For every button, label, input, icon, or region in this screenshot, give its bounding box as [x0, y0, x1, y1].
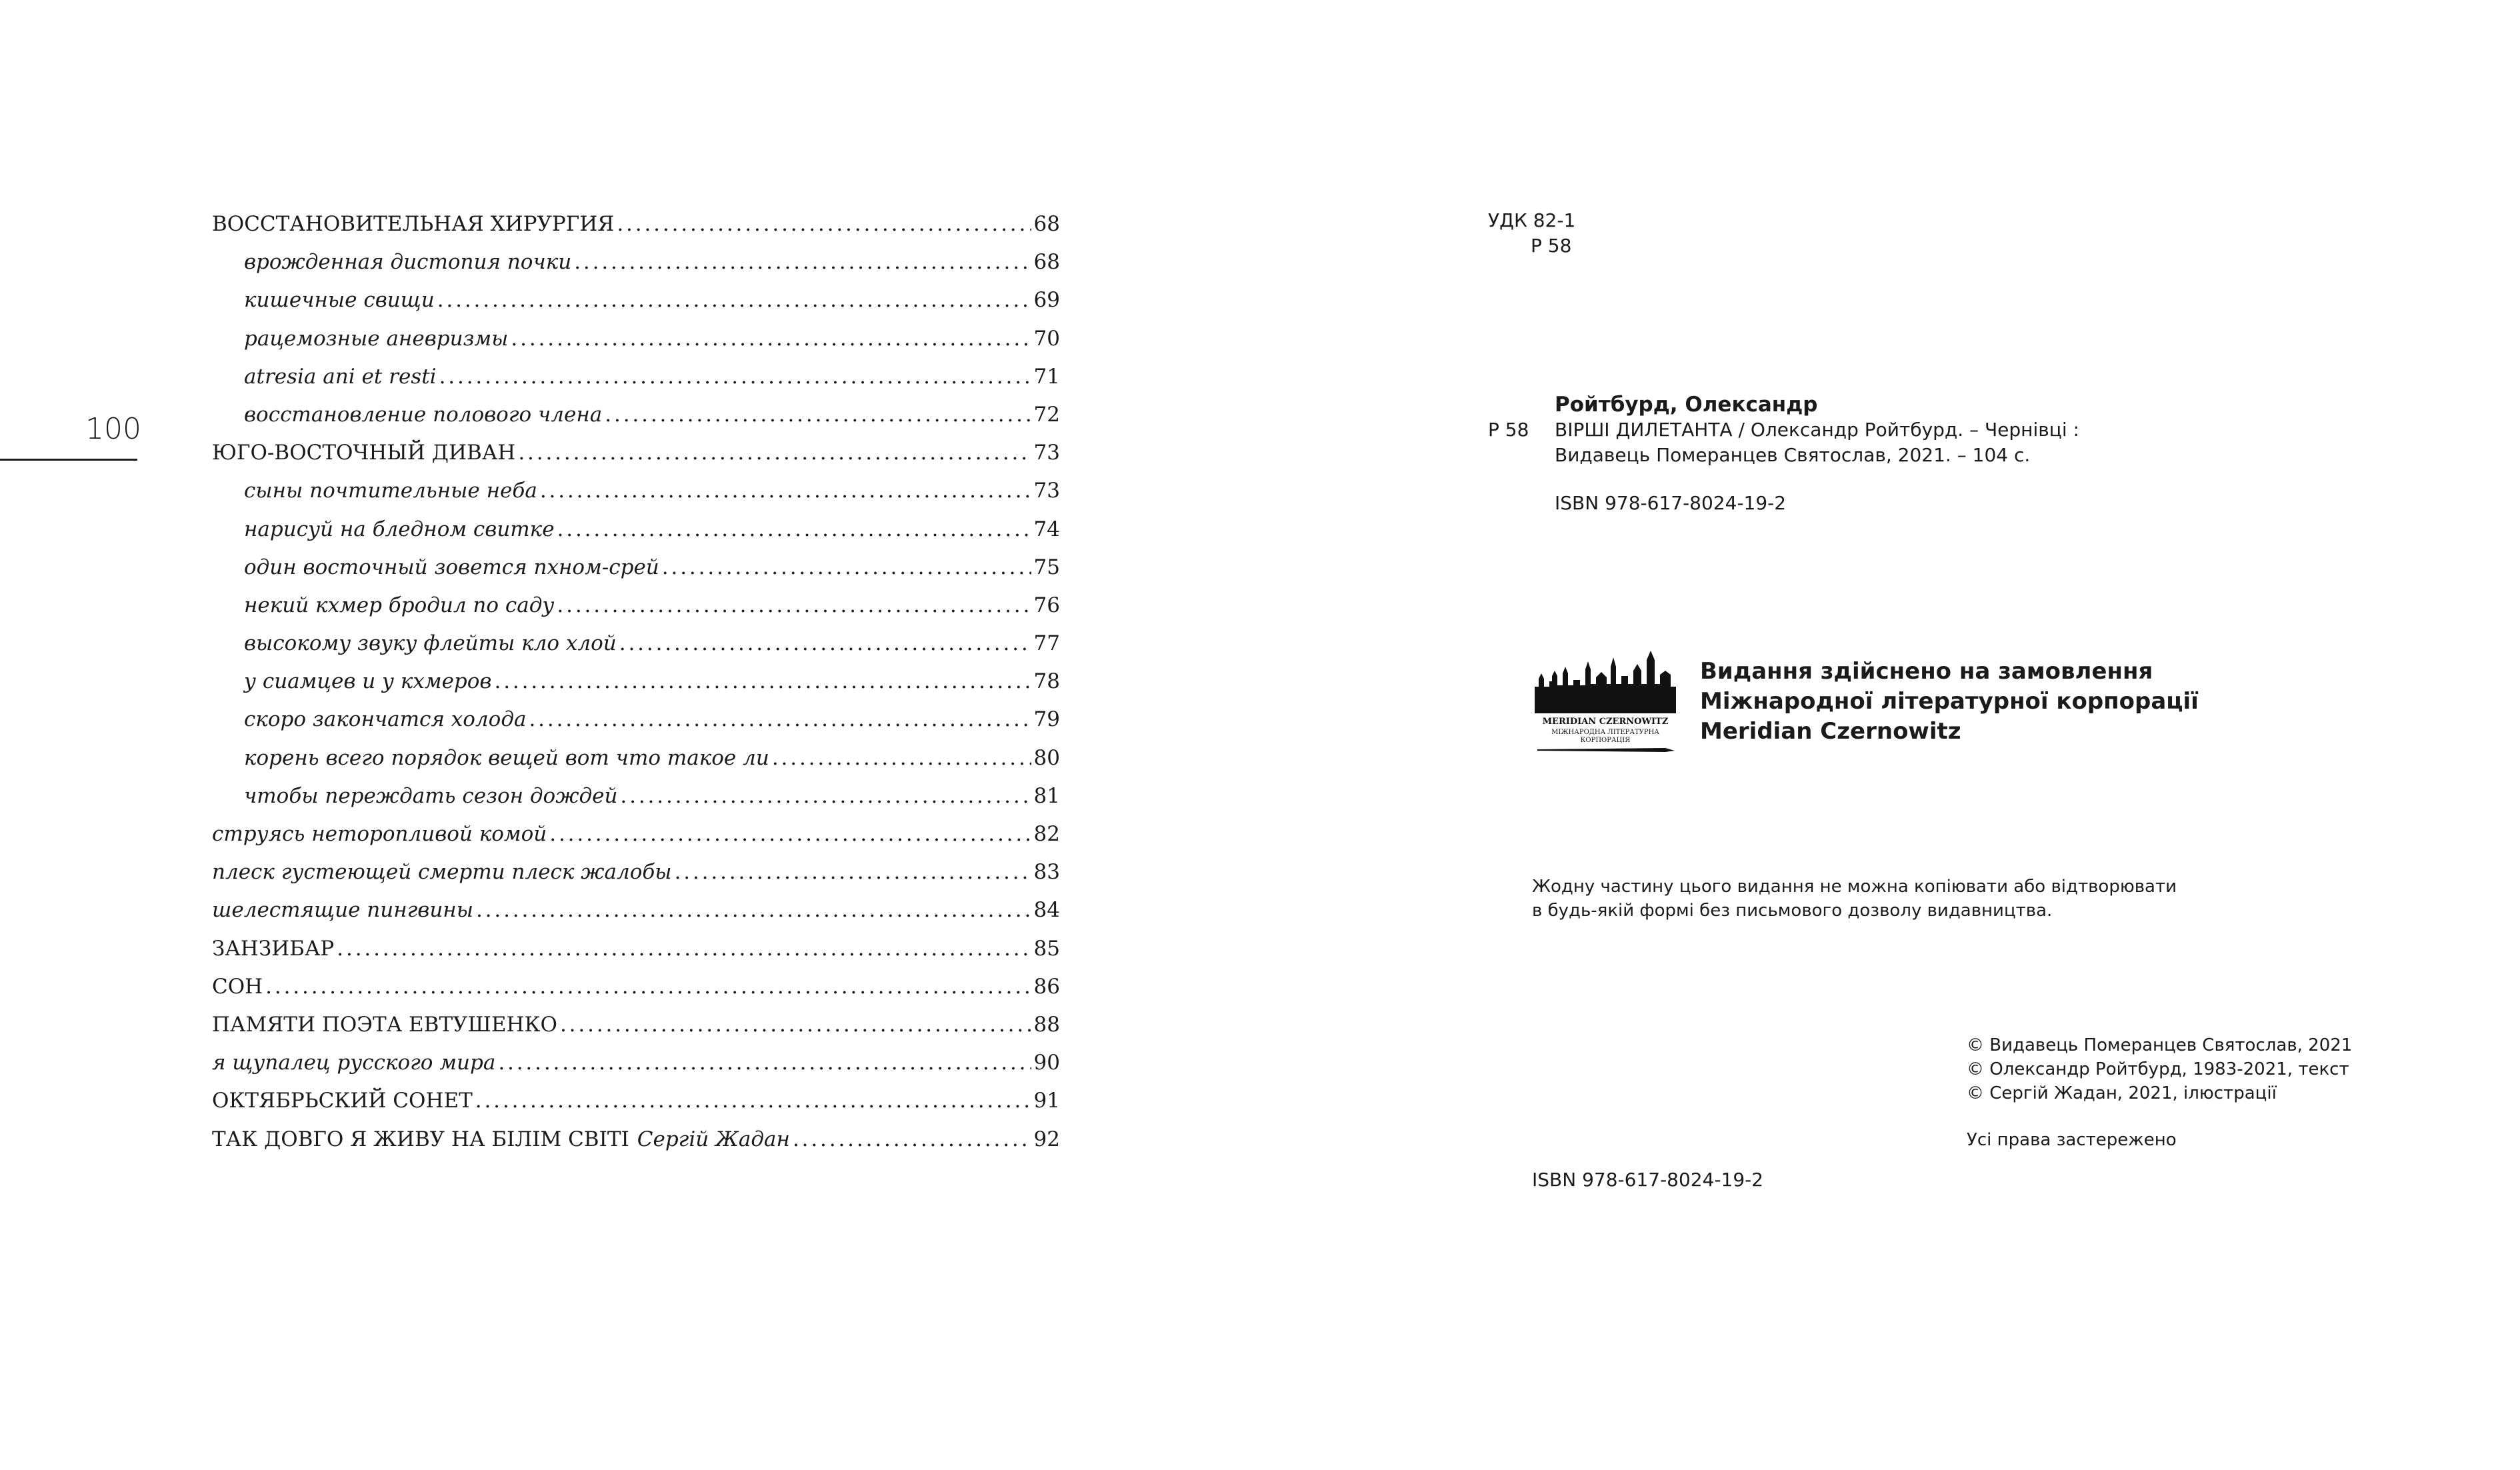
- toc-entry: [212, 1082, 1060, 1120]
- toc-entry: [212, 243, 1060, 281]
- toc-leader-dots: [557, 511, 1031, 549]
- toc-entry-page: 86: [1033, 974, 1060, 999]
- toc-entry: [212, 853, 1060, 891]
- toc-entry: [212, 815, 1060, 853]
- toc-leader-dots: [494, 663, 1031, 701]
- toc-leader-dots: [675, 853, 1031, 891]
- toc-leader-dots: [337, 930, 1031, 968]
- toc-entry-page: 91: [1033, 1089, 1060, 1113]
- toc-entry-page: 74: [1033, 517, 1060, 541]
- logo-text-name: MERIDIAN CZERNOWITZ: [1542, 717, 1669, 727]
- toc-entry-page: 81: [1033, 783, 1060, 808]
- toc-entry: [212, 549, 1060, 587]
- udk-block: [1488, 208, 1575, 259]
- publisher-line: Meridian Czernowitz: [1700, 718, 1961, 745]
- toc-entry: [212, 968, 1060, 1006]
- toc-entry-title: некий кхмер бродил по саду: [244, 593, 555, 617]
- toc-entry: [212, 205, 1060, 243]
- catalog-isbn: ISBN 978-617-8024-19-2: [1555, 492, 1787, 514]
- toc-leader-dots: [511, 320, 1031, 358]
- isbn-bottom: ISBN 978-617-8024-19-2: [1532, 1169, 1764, 1191]
- toc-entry: [212, 777, 1060, 815]
- toc-leader-dots: [439, 358, 1031, 396]
- toc-entry-page: 73: [1033, 441, 1060, 465]
- toc-entry-title: восстановление полового члена: [244, 402, 603, 427]
- toc-leader-dots: [265, 968, 1031, 1006]
- toc-entry: [212, 891, 1060, 929]
- udk-code: УДК 82-1: [1488, 209, 1576, 231]
- toc-entry: [212, 739, 1060, 777]
- copyright-line: © Видавець Померанцев Святослав, 2021: [1967, 1035, 2353, 1055]
- toc-entry-title: шелестящие пингвины: [212, 898, 473, 923]
- toc-entry-title: я щупалец русского мира: [212, 1051, 496, 1075]
- toc-entry-page: 92: [1033, 1127, 1060, 1151]
- page-number: 100: [85, 412, 141, 446]
- catalog-entry: [1488, 417, 2221, 443]
- toc-entry: [212, 1044, 1060, 1082]
- toc-entry-page: 85: [1033, 936, 1060, 961]
- toc-entry-title: корень всего порядок вещей вот что такое ли: [244, 745, 769, 770]
- toc-leader-dots: [662, 549, 1031, 587]
- toc-entry-title: плеск густеющей смерти плеск жалобы: [212, 860, 672, 885]
- rights-reserved: Усі права застережено: [1967, 1130, 2177, 1150]
- publisher-text: [1700, 657, 2199, 747]
- toc-leader-dots: [772, 739, 1031, 777]
- copyright-block: [1967, 1033, 2433, 1152]
- toc-entry: [212, 587, 1060, 625]
- udk-author-code: Р 58: [1531, 235, 1572, 257]
- toc-entry-title: atresia ani et resti: [244, 364, 437, 389]
- toc-entry: [212, 1006, 1060, 1044]
- toc-entry-page: 83: [1033, 860, 1060, 885]
- catalog-author: Ройтбурд, Олександр: [1555, 393, 1818, 417]
- toc-leader-dots: [574, 243, 1031, 281]
- toc-leader-dots: [529, 701, 1031, 739]
- toc-entry-page: 76: [1033, 593, 1060, 617]
- catalog-entry-line: ВІРШІ ДИЛЕТАНТА / Олександр Ройтбурд. – Чернівці :: [1555, 419, 2079, 441]
- toc-leader-dots: [605, 396, 1031, 434]
- toc-entry-page: 90: [1033, 1051, 1060, 1075]
- toc-entry: [212, 320, 1060, 358]
- toc-entry-title: ВОССТАНОВИТЕЛЬНАЯ ХИРУРГИЯ: [212, 212, 615, 236]
- toc-entry: [212, 281, 1060, 319]
- toc-entry-title: ОКТЯБРЬСКИЙ СОНЕТ: [212, 1089, 473, 1113]
- toc-entry-page: 82: [1033, 822, 1060, 846]
- toc-entry-title: ЗАНЗИБАР: [212, 936, 335, 961]
- rights-notice: [1532, 875, 2232, 923]
- toc-leader-dots: [560, 1006, 1031, 1044]
- publisher-block: [1532, 647, 2199, 757]
- rights-line: в будь-якій формі без письмового дозволу видавництва.: [1532, 901, 2053, 921]
- toc-leader-dots: [498, 1044, 1031, 1082]
- toc-entry-title: ЮГО-ВОСТОЧНЫЙ ДИВАН: [212, 441, 516, 465]
- toc-entry-title: сыны почтительные неба: [244, 479, 537, 503]
- toc-leader-dots: [540, 472, 1031, 510]
- toc-leader-dots: [617, 205, 1031, 243]
- toc-leader-dots: [557, 587, 1031, 625]
- toc-entry: [212, 930, 1060, 968]
- toc-entry-title: чтобы переждать сезон дождей: [244, 783, 618, 808]
- toc-leader-dots: [549, 815, 1031, 853]
- toc-entry-title: нарисуй на бледном свитке: [244, 517, 555, 541]
- toc-entry-title: кишечные свищи: [244, 288, 435, 313]
- logo-text-line: КОРПОРАЦІЯ: [1580, 737, 1631, 744]
- toc-leader-dots: [620, 777, 1031, 815]
- toc-entry-page: 75: [1033, 555, 1060, 579]
- copyright-line: © Сергій Жадан, 2021, ілюстрації: [1967, 1083, 2277, 1103]
- toc-entry-title: высокому звуку флейты кло хлой: [244, 631, 617, 656]
- toc-entry: [212, 396, 1060, 434]
- toc-entry-page: 78: [1033, 669, 1060, 694]
- toc-entry-title: скоро закончатся холода: [244, 707, 527, 732]
- page-number-rule: [0, 459, 137, 461]
- catalog-record: [1488, 392, 2221, 516]
- toc-entry: [212, 472, 1060, 510]
- toc-entry-title: ТАК ДОВГО Я ЖИВУ НА БІЛІМ СВІТІ: [212, 1127, 629, 1151]
- toc-entry: [212, 625, 1060, 663]
- toc-entry: [212, 663, 1060, 701]
- toc-entry-page: 71: [1033, 364, 1060, 389]
- toc-entry-page: 68: [1033, 250, 1060, 275]
- toc-entry-page: 72: [1033, 402, 1060, 427]
- toc-entry-title: врожденная дистопия почки: [244, 250, 572, 275]
- toc-entry: [212, 511, 1060, 549]
- toc-entry-title: ПАМЯТИ ПОЭТА ЕВТУШЕНКО: [212, 1012, 557, 1037]
- toc-entry-page: 79: [1033, 707, 1060, 732]
- publisher-line: Видання здійснено на замовлення: [1700, 658, 2153, 685]
- logo-text-line: МІЖНАРОДНА ЛІТЕРАТУРНА: [1551, 729, 1659, 736]
- toc-entry-page: 70: [1033, 326, 1060, 351]
- publisher-line: Міжнародної літературної корпорації: [1700, 688, 2199, 715]
- toc-entry: [212, 434, 1060, 472]
- toc-entry-page: 80: [1033, 745, 1060, 770]
- toc-entry-title: один восточный зовется пхном-срей: [244, 555, 659, 579]
- toc-leader-dots: [437, 281, 1031, 319]
- toc-leader-dots: [476, 891, 1031, 929]
- rights-line: Жодну частину цього видання не можна копіювати або відтворювати: [1532, 877, 2177, 897]
- meridian-czernowitz-logo: [1532, 647, 1679, 757]
- toc-entry-page: 84: [1033, 898, 1060, 923]
- toc-entry-title: у сиамцев и у кхмеров: [244, 669, 492, 694]
- toc-entry-page: 69: [1033, 288, 1060, 313]
- toc-leader-dots: [475, 1082, 1031, 1120]
- toc-entry-page: 88: [1033, 1012, 1060, 1037]
- toc-entry: [212, 1121, 1060, 1159]
- copyright-line: © Олександр Ройтбурд, 1983-2021, текст: [1967, 1059, 2349, 1079]
- toc-entry-title: СОН: [212, 974, 263, 999]
- toc-leader-dots: [619, 625, 1031, 663]
- catalog-entry-line: Видавець Померанцев Святослав, 2021. – 104 с.: [1555, 444, 2031, 466]
- toc-leader-dots: [518, 434, 1031, 472]
- toc-entry-author: Сергій Жадан: [637, 1127, 790, 1151]
- toc-entry-page: 68: [1033, 212, 1060, 236]
- toc-entry-title: рацемозные аневризмы: [244, 326, 509, 351]
- toc-entry: [212, 701, 1060, 739]
- toc-leader-dots: [793, 1121, 1031, 1159]
- catalog-entry-code: Р 58: [1488, 419, 1529, 441]
- toc-entry-page: 77: [1033, 631, 1060, 656]
- table-of-contents: [212, 205, 1060, 1159]
- toc-entry-title: струясь неторопливой комой: [212, 822, 547, 846]
- toc-entry-page: 73: [1033, 479, 1060, 503]
- toc-entry: [212, 358, 1060, 396]
